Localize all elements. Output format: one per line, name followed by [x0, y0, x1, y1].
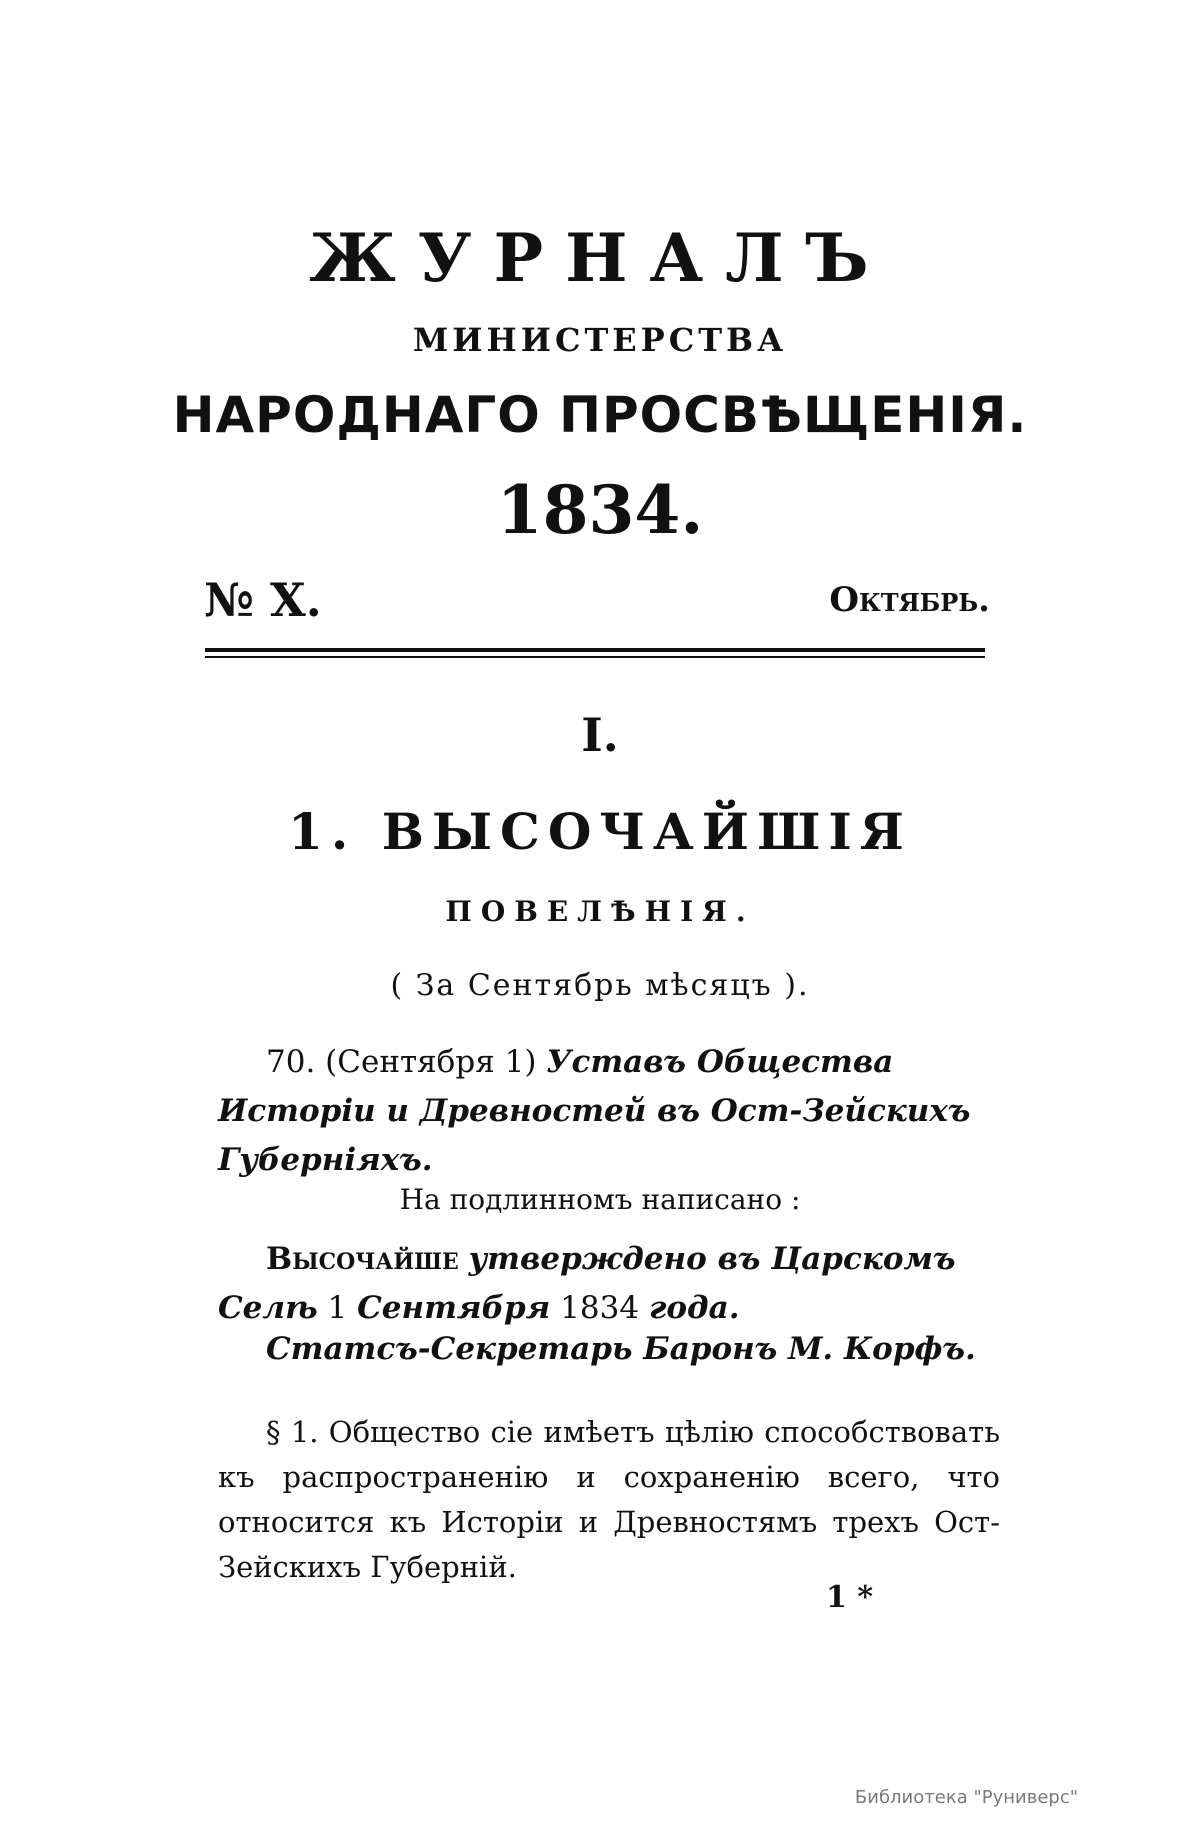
journal-year: 1834.	[496, 471, 704, 549]
decree-number-date: 70. (Сентября 1)	[266, 1044, 537, 1080]
double-rule-top	[205, 648, 985, 652]
approval-text	[218, 1235, 1000, 1333]
journal-subtitle-education: НАРОДНАГО ПРОСВѢЩЕНІЯ.	[172, 386, 1028, 444]
approval-note-head: На подлинномъ написано :	[399, 1183, 801, 1216]
section-heading: 1. ВЫСОЧАЙШІЯ	[288, 802, 912, 861]
library-watermark: Библиотека "Руниверс"	[854, 1787, 1078, 1808]
approval-place: утверждено въ Царскомъ Селѣ	[218, 1241, 956, 1326]
paragraph-1: § 1. Общество сіе имѣетъ цѣлію способствовать къ распространенію и сохраненію всего, что относится къ Исторіи и Древностямъ трехъ Ост-Зейскихъ Губерній.	[218, 1415, 1000, 1584]
page-signature: 1 *	[826, 1580, 874, 1615]
issue-number: № X.	[204, 573, 322, 627]
decree-entry	[218, 1038, 1000, 1185]
journal-subtitle-ministry: МИНИСТЕРСТВА	[412, 321, 788, 359]
section-subheading: ПОВЕЛѢНІЯ.	[445, 895, 755, 928]
journal-title: ЖУРНАЛЪ	[309, 219, 891, 297]
issue-month: Октябрь.	[829, 580, 990, 620]
section-period: ( За Сентябрь мѣсяцъ ).	[390, 968, 810, 1003]
signature-line: Статсъ-Секретарь Баронъ М. Корфъ.	[266, 1331, 976, 1367]
approval-word: Высочайше	[266, 1241, 459, 1277]
section-number: I.	[581, 708, 619, 762]
approval-year-word: года.	[648, 1290, 740, 1326]
double-rule-bottom	[205, 656, 985, 658]
decree-title: Уставъ Общества Исторіи и Древностей въ Ост-Зейскихъ Губерніяхъ.	[218, 1044, 971, 1178]
approval-month: Сентября	[357, 1290, 551, 1326]
approval-day: 1	[327, 1290, 348, 1326]
approval-year: 1834	[560, 1290, 640, 1326]
